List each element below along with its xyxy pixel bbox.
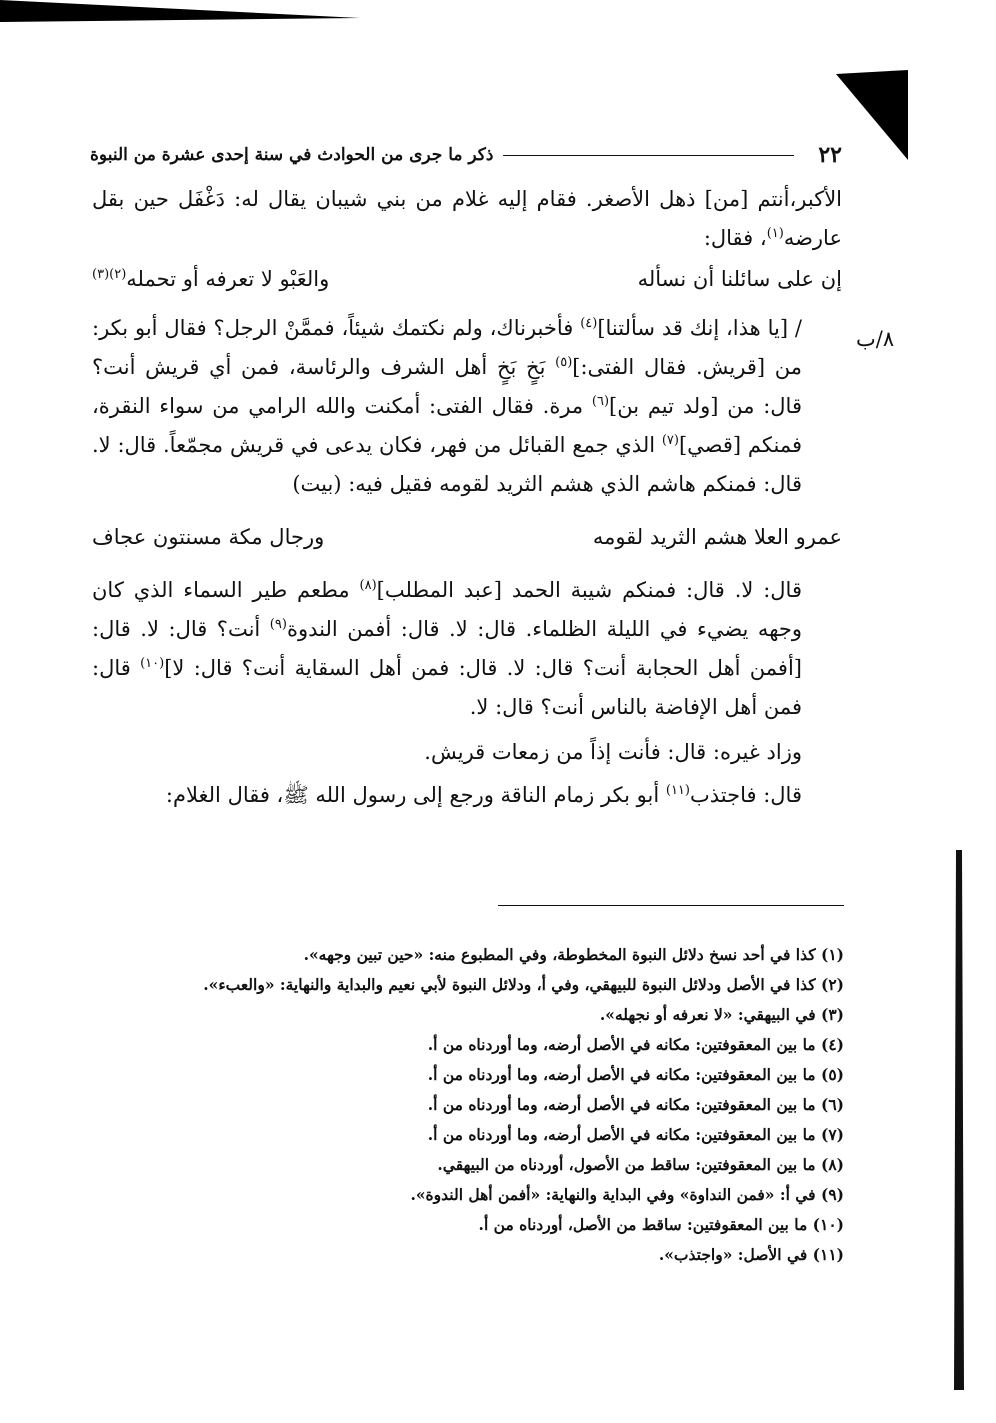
footnote: (٣) في البيهقي: «لا نعرفه أو نجهله». [599,1005,844,1024]
footnote: (٢) كذا في الأصل ودلائل النبوة للبيهقي، وفي أ، ودلائل النبوة لأبي نعيم والبداية والنهاية: «والعبء». [203,975,844,994]
scan-side-shadow [948,850,966,1390]
footnote: (٩) في أ: «فمن النداوة» وفي البداية والنهاية: «أفمن أهل الندوة». [410,1185,844,1204]
footnote: (١١) في الأصل: «واجتذب». [658,1245,844,1264]
footnote-ref: (١١) [665,783,690,798]
paragraph: قال: فاجتذب$^{(١١)}$ أبو بكر زمام الناقة ورجع إلى رسول الله ﷺ، فقال الغلام: [165,783,802,807]
header-rule [503,155,794,156]
footnote: (٨) ما بين المعقوفتين: ساقط من الأصول، أوردناه من البيهقي. [437,1155,844,1174]
verse-line [92,518,842,557]
scan-corner-mark [836,70,908,160]
footnote-ref: (٣) [92,267,110,282]
paragraph: الأكبر،أنتم [من] ذهل الأصغر. فقام إليه غلام من بني شيبان يقال له: دَغْفَل حين بقل عارضه$^{(١)}$، فقال: [92,187,842,250]
footnote-ref: (٢) [109,267,127,282]
verse-hemistich-right: إن على سائلنا أن نسأله [637,267,842,291]
scan-edge-mark [0,0,360,22]
footnote: (٧) ما بين المعقوفتين: مكانه في الأصل أرضه، وما أوردناه من أ. [427,1125,844,1144]
main-text [92,180,842,815]
footnote-ref: (٥) [555,355,573,370]
paragraph: / [يا هذا، إنك قد سألتنا]$^{(٤)}$ فأخبرناك، ولم نكتمك شيئاً، فممَّنْ الرجل؟ فقال أبو بكر: من [قريش. فقال الفتى:]$^{(٥)}$ بَخٍ بَخٍ أهل الشرف والرئاسة، فمن أي قريش أنت؟ قال: من [ولد تيم بن]$^{(٦)}$ مرة. فقال الفتى: أمكنت والله الرامي من سواء النقرة، فمنكم [قصي]$^{(٧)}$ الذي جمع القبائل من فهر، فكان يدعى في قريش مجمّعاً. قال: لا. قال: فمنكم هاشم الذي هشم الثريد لقومه فقيل فيه: (بيت) [92,316,803,496]
footnote: (٦) ما بين المعقوفتين: مكانه في الأصل أرضه، وما أوردناه من أ. [427,1095,844,1114]
footnote-ref: (١) [766,226,784,241]
footnote: (٤) ما بين المعقوفتين: مكانه في الأصل أرضه، وما أوردناه من أ. [427,1035,844,1054]
verse-hemistich-right: عمرو العلا هشم الثريد لقومه [592,525,842,549]
page-number: ٢٢ [818,142,842,168]
footnote: (١) كذا في أحد نسخ دلائل النبوة المخطوطة، وفي المطبوع منه: «حين تبين وجهه». [303,945,844,964]
paragraph: وزاد غيره: قال: فأنت إذاً من زمعات قريش. [424,740,802,764]
folio-marker: ٨/ب [856,327,895,351]
verse-hemistich-left: ورجال مكة مسنتون عجاف [92,525,325,549]
footnote-ref: (٧) [661,433,679,448]
footnote-ref: (٩) [269,617,287,632]
footnote-ref: (٨) [359,578,377,593]
footnote: (١٠) ما بين المعقوفتين: ساقط من الأصل، أوردناه من أ. [478,1215,844,1234]
page-header [90,138,842,172]
verse-line [92,260,842,299]
running-title: ذكر ما جرى من الحوادث في سنة إحدى عشرة من النبوة [90,145,494,165]
paragraph: قال: لا. قال: فمنكم شيبة الحمد [عبد المطلب]$^{(٨)}$ مطعم طير السماء الذي كان وجهه يضيء في الليلة الظلماء. قال: لا. قال: أفمن الندوة$^{(٩)}$ أنت؟ قال: لا. قال: [أفمن أهل الحجابة أنت؟ قال: لا. قال: فمن أهل السقاية أنت؟ قال: لا]$^{(١٠)}$ قال: فمن أهل الإفاضة بالناس أنت؟ قال: لا. [92,578,802,719]
verse-hemistich-left: والعَبْو لا تعرفه أو تحمله$^{(٢)(٣)}$ [92,267,330,291]
footnote-ref: (٤) [580,316,598,331]
footnote: (٥) ما بين المعقوفتين: مكانه في الأصل أرضه، وما أوردناه من أ. [427,1065,844,1084]
footnote-rule [498,905,844,906]
footnotes [92,940,844,1270]
footnote-ref: (١٠) [140,656,165,671]
footnote-ref: (٦) [591,394,610,409]
